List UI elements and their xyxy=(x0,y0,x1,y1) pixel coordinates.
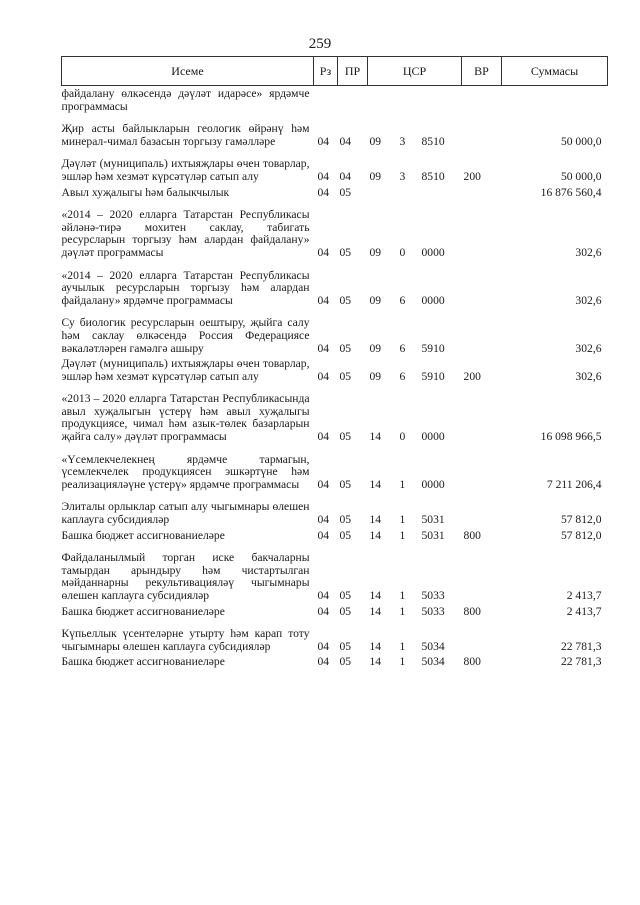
cell-csr2: 1 xyxy=(399,477,406,491)
cell-csr2: 6 xyxy=(399,341,406,355)
cell-csr1: 09 xyxy=(369,169,382,183)
page-number: 259 xyxy=(308,36,332,52)
cell-rz: 04 xyxy=(317,169,330,183)
table-row xyxy=(62,604,608,620)
cell-name: «2013 – 2020 елларга Татарстан Республикасында авыл хуҗалыгын үстерү һәм авыл хуҗалыгы продукциясе, чимал һәм азык-төлек базарларын җайга салу» дәүләт программасы xyxy=(61,392,310,444)
cell-csr1: 09 xyxy=(369,245,382,259)
cell-name: Башка бюджет ассигнованиеләре xyxy=(61,655,225,669)
table-row xyxy=(62,492,608,527)
cell-csr2: 1 xyxy=(399,589,406,602)
table-row xyxy=(62,200,608,260)
cell-csr1: 09 xyxy=(369,369,382,383)
cell-csr3: 0000 xyxy=(421,293,445,307)
cell-vr xyxy=(462,261,502,309)
cell-name: Күпьеллык үсентеләрне утырту һәм карап тоту чыгымнары өлешен каплауга субсидияләр xyxy=(61,627,310,653)
cell-pr: 05 xyxy=(339,293,352,307)
cell-csr1: 09 xyxy=(369,134,382,148)
cell-csr2: 6 xyxy=(399,369,406,383)
cell-rz: 04 xyxy=(317,589,330,602)
cell-csr3: 5033 xyxy=(421,604,445,618)
cell-name: Су биологик ресурсларын оештыру, җыйга салу һәм саклау өлкәсендә Россия Федерациясе вәкаләтләрен гамәлгә ашыру xyxy=(61,316,310,355)
cell-sum: 2 413,7 xyxy=(566,604,602,618)
cell-pr: 05 xyxy=(339,477,352,491)
cell-sum: 16 876 560,4 xyxy=(540,185,602,199)
cell-rz xyxy=(314,86,338,115)
header-name: Исеме xyxy=(62,57,314,86)
cell-vr xyxy=(462,114,502,149)
cell-rz: 04 xyxy=(317,134,330,148)
cell-name: Авыл хуҗалыгы һәм балыкчылык xyxy=(61,185,230,199)
cell-pr: 05 xyxy=(339,528,352,542)
cell-sum: 302,6 xyxy=(575,341,602,355)
header-csr: ЦСР xyxy=(368,57,462,86)
table-row xyxy=(62,654,608,670)
cell-vr xyxy=(462,492,502,527)
cell-name: Җир асты байлыкларын геологик өйрәнү һәм минерал-чимал базасын торгызу гамәлләре xyxy=(61,122,310,148)
cell-vr: 800 xyxy=(463,604,481,618)
cell-name: «2014 – 2020 елларга Татарстан Республикасы аучылык ресурсларын торгызу һәм алардан файдалану» ярдәмче программасы xyxy=(61,268,310,307)
table-row xyxy=(62,86,608,115)
cell-name: «2014 – 2020 елларга Татарстан Республикасы әйләнә-тирә мохитен саклау, табигать ресурсларын торгызу һәм алардан файдалану» дәүләт программасы xyxy=(61,208,310,259)
cell-csr1: 14 xyxy=(369,513,382,527)
cell-csr2 xyxy=(398,86,420,115)
table-row xyxy=(62,185,608,201)
cell-pr xyxy=(338,86,368,115)
cell-csr1 xyxy=(368,86,398,115)
cell-csr2 xyxy=(398,185,420,201)
table-row xyxy=(62,384,608,444)
table-body xyxy=(62,86,608,670)
cell-csr2: 0 xyxy=(399,245,406,259)
cell-name: Дәүләт (муниципаль) ихтыяҗлары өчен товарлар, эшләр һәм хезмәт күрсәтүләр сатып алу xyxy=(61,357,310,383)
cell-vr xyxy=(462,619,502,654)
cell-csr3: 5034 xyxy=(421,655,445,669)
cell-csr3: 5033 xyxy=(421,589,445,602)
table-row xyxy=(62,308,608,356)
cell-csr1: 09 xyxy=(369,341,382,355)
table-header xyxy=(62,57,608,86)
cell-rz: 04 xyxy=(317,655,330,669)
cell-name: Дәүләт (муниципаль) ихтыяҗлары өчен товарлар, эшләр һәм хезмәт күрсәтүләр сатып алу xyxy=(61,157,310,183)
cell-sum: 57 812,0 xyxy=(560,513,602,527)
cell-csr2: 1 xyxy=(399,513,406,527)
cell-csr1: 14 xyxy=(369,477,382,491)
cell-rz: 04 xyxy=(317,293,330,307)
table-row xyxy=(62,543,608,603)
cell-name: Элиталы орлыклар сатып алу чыгымнары өлешен каплауга субсидияләр xyxy=(61,500,310,527)
cell-sum: 302,6 xyxy=(575,369,602,383)
cell-sum: 2 413,7 xyxy=(566,589,602,602)
cell-sum: 7 211 206,4 xyxy=(546,477,602,491)
cell-vr: 200 xyxy=(463,369,481,383)
cell-name: «Үсемлекчелекнең ярдәмче тармагын, үсемлекчелек продукциясен эшкәртүне һәм реализацияләүне үстерү» ярдәмче программасы xyxy=(61,452,310,491)
cell-name: Башка бюджет ассигнованиеләре xyxy=(61,528,225,542)
header-rz: Рз xyxy=(314,57,338,86)
cell-sum: 22 781,3 xyxy=(560,655,602,669)
table-row xyxy=(62,114,608,149)
table-row xyxy=(62,149,608,184)
cell-csr1: 14 xyxy=(369,430,382,444)
header-pr: ПР xyxy=(338,57,368,86)
cell-pr: 05 xyxy=(339,430,352,444)
cell-sum: 302,6 xyxy=(575,245,602,259)
cell-pr: 05 xyxy=(339,513,352,527)
cell-rz: 04 xyxy=(317,430,330,444)
cell-rz: 04 xyxy=(317,528,330,542)
table-row xyxy=(62,619,608,654)
cell-sum: 57 812,0 xyxy=(560,528,602,542)
cell-pr: 04 xyxy=(339,169,352,183)
table-row xyxy=(62,445,608,493)
budget-table xyxy=(61,56,608,670)
cell-csr2: 1 xyxy=(399,604,406,618)
cell-pr: 05 xyxy=(339,604,352,618)
cell-sum: 22 781,3 xyxy=(560,639,602,653)
cell-csr3 xyxy=(420,185,462,201)
cell-csr3: 0000 xyxy=(421,245,445,259)
cell-rz: 04 xyxy=(317,369,330,383)
cell-csr3: 5910 xyxy=(421,369,445,383)
cell-sum xyxy=(502,86,608,115)
cell-csr3 xyxy=(420,86,462,115)
cell-csr3: 5910 xyxy=(421,341,445,355)
cell-csr1: 09 xyxy=(369,293,382,307)
cell-sum: 16 098 966,5 xyxy=(540,430,602,444)
header-vr: ВР xyxy=(462,57,502,86)
cell-csr1: 14 xyxy=(369,604,382,618)
cell-pr: 05 xyxy=(339,655,352,669)
cell-vr xyxy=(462,543,502,603)
cell-rz: 04 xyxy=(317,639,330,653)
cell-csr2: 1 xyxy=(399,528,406,542)
table-row xyxy=(62,356,608,384)
cell-csr1 xyxy=(368,185,398,201)
cell-pr: 04 xyxy=(339,134,352,148)
cell-rz: 04 xyxy=(317,185,330,199)
cell-vr xyxy=(462,86,502,115)
cell-vr xyxy=(462,308,502,356)
cell-csr2: 3 xyxy=(399,134,406,148)
cell-csr2: 0 xyxy=(399,430,406,444)
cell-csr1: 14 xyxy=(369,655,382,669)
cell-csr2: 1 xyxy=(399,639,406,653)
cell-csr3: 8510 xyxy=(421,134,445,148)
cell-csr3: 5031 xyxy=(421,513,445,527)
cell-rz: 04 xyxy=(317,604,330,618)
cell-pr: 05 xyxy=(339,185,352,199)
cell-pr: 05 xyxy=(339,369,352,383)
cell-rz: 04 xyxy=(317,245,330,259)
cell-pr: 05 xyxy=(339,589,352,602)
cell-pr: 05 xyxy=(339,341,352,355)
cell-rz: 04 xyxy=(317,341,330,355)
cell-vr: 800 xyxy=(463,655,481,669)
cell-name: файдалану өлкәсендә дәүләт идарәсе» ярдәмче программасы xyxy=(61,87,310,113)
cell-vr: 200 xyxy=(463,169,481,183)
cell-csr1: 14 xyxy=(369,639,382,653)
cell-pr: 05 xyxy=(339,245,352,259)
cell-name: Файдаланылмый торган иске бакчаларны тамырдан арындыру һәм чистартылган мәйданнарны рекультивацияләү чыгымнары өлешен каплауга субсидияләр xyxy=(61,551,310,602)
cell-vr xyxy=(462,200,502,260)
header-sum: Суммасы xyxy=(502,57,608,86)
table-row xyxy=(62,528,608,544)
cell-sum: 302,6 xyxy=(575,293,602,307)
cell-csr1: 14 xyxy=(369,528,382,542)
cell-csr3: 5031 xyxy=(421,528,445,542)
cell-vr xyxy=(462,384,502,444)
cell-name: Башка бюджет ассигнованиеләре xyxy=(61,604,225,618)
cell-sum: 50 000,0 xyxy=(560,169,602,183)
cell-vr xyxy=(462,445,502,493)
cell-rz: 04 xyxy=(317,513,330,527)
table-row xyxy=(62,261,608,309)
cell-csr3: 0000 xyxy=(421,477,445,491)
cell-csr3: 0000 xyxy=(421,430,445,444)
cell-vr: 800 xyxy=(463,528,481,542)
cell-csr3: 5034 xyxy=(421,639,445,653)
cell-csr3: 8510 xyxy=(421,169,445,183)
cell-vr xyxy=(462,185,502,201)
cell-csr2: 6 xyxy=(399,293,406,307)
cell-csr1: 14 xyxy=(369,589,382,602)
cell-csr2: 1 xyxy=(399,655,406,669)
cell-csr2: 3 xyxy=(399,169,406,183)
cell-rz: 04 xyxy=(317,477,330,491)
cell-pr: 05 xyxy=(339,639,352,653)
cell-sum: 50 000,0 xyxy=(560,134,602,148)
